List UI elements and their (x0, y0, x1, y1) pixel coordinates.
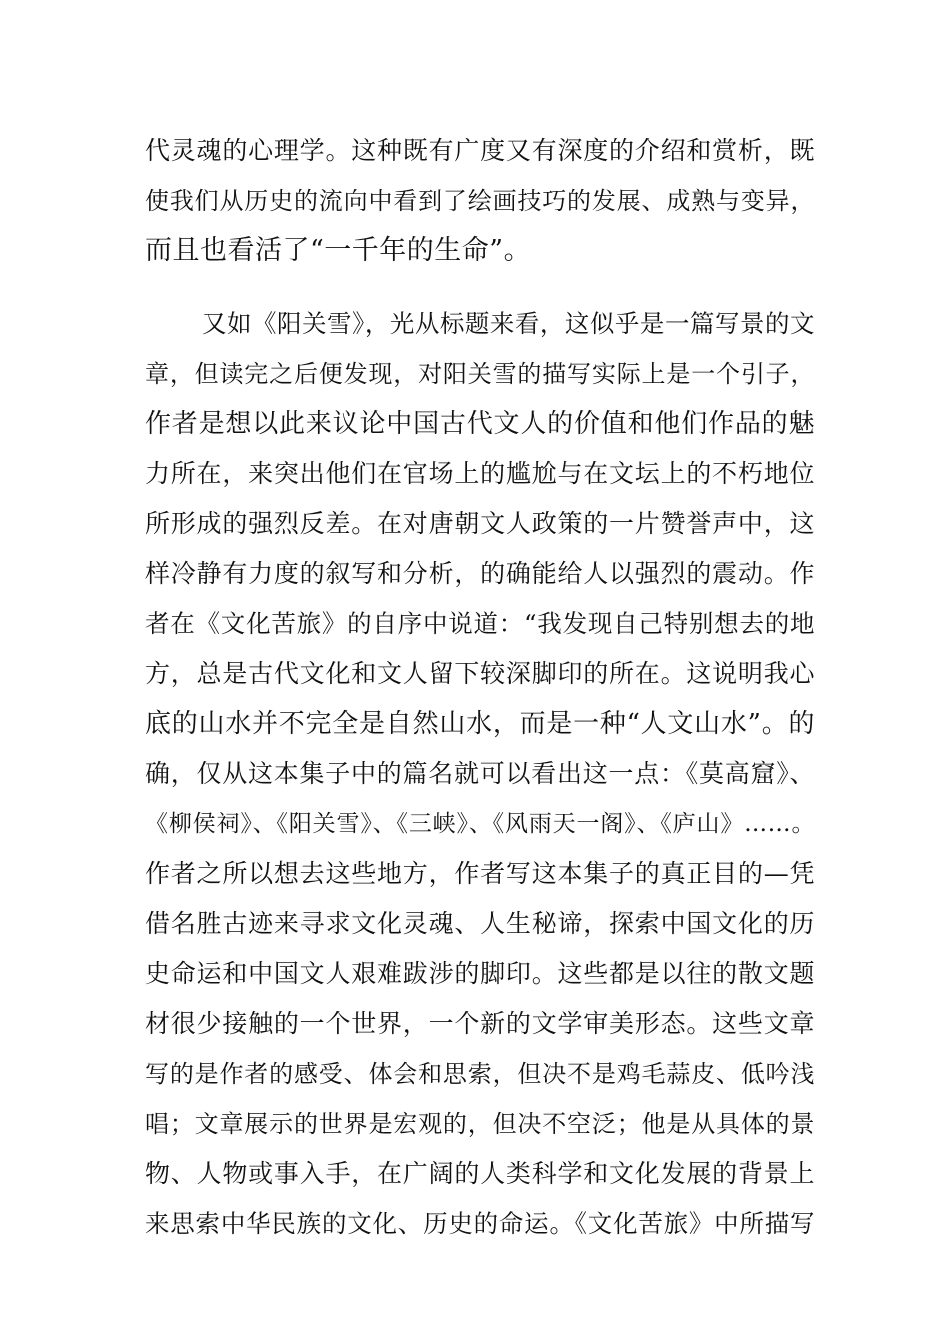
text-line: 方，总是古代文化和文人留下较深脚印的所在。这说明我心 (145, 659, 815, 688)
text-line: 所形成的强烈反差。在对唐朝文人政策的一片赞誉声中，这 (145, 509, 815, 538)
paragraph-1 (145, 126, 815, 276)
text-line: 唱；文章展示的世界是宏观的，但决不空泛；他是从具体的景 (145, 1110, 815, 1138)
text-line: 史命运和中国文人艰难跋涉的脚印。这些都是以往的散文题 (145, 959, 815, 988)
text-line: 者在《文化苦旅》的自序中说道：“我发现自己特别想去的地 (145, 609, 815, 638)
paragraph-2 (145, 299, 815, 1249)
text-line: 代灵魂的心理学。这种既有广度又有深度的介绍和赏析，既 (145, 136, 815, 165)
text-line: 使我们从历史的流向中看到了绘画技巧的发展、成熟与变异， (145, 187, 815, 215)
text-line: 作者是想以此来议论中国古代文人的价值和他们作品的魅 (145, 409, 815, 439)
text-line: 来思索中华民族的文化、历史的命运。《文化苦旅》中所描写 (145, 1209, 815, 1238)
text-line: 章，但读完之后便发现，对阳关雪的描写实际上是一个引子， (145, 360, 815, 388)
text-line: 作者之所以想去这些地方，作者写这本集子的真正目的—凭 (145, 859, 815, 888)
text-line: 《柳侯祠》、《阳关雪》、《三峡》、《风雨天一阁》、《庐山》……。 (145, 811, 815, 837)
paragraph-spacer (145, 276, 815, 299)
text-line: 物、人物或事入手，在广阔的人类科学和文化发展的背景上 (145, 1159, 815, 1188)
text-line: 样冷静有力度的叙写和分析，的确能给人以强烈的震动。作 (145, 559, 815, 588)
text-line: 确，仅从这本集子中的篇名就可以看出这一点：《莫高窟》、 (145, 759, 815, 788)
text-line: 借名胜古迹来寻求文化灵魂、人生秘谛，探索中国文化的历 (145, 909, 815, 938)
text-line: 力所在，来突出他们在官场上的尴尬与在文坛上的不朽地位 (145, 459, 815, 488)
text-line: 又如《阳关雪》，光从标题来看，这似乎是一篇写景的文 (202, 309, 815, 338)
text-line: 写的是作者的感受、体会和思索，但决不是鸡毛蒜皮、低吟浅 (145, 1060, 815, 1088)
text-line: 而且也看活了“一千年的生命”。 (145, 235, 532, 266)
body-text (145, 126, 815, 1249)
text-line: 底的山水并不完全是自然山水，而是一种“人文山水”。的 (145, 709, 815, 739)
text-line: 材很少接触的一个世界，一个新的文学审美形态。这些文章 (145, 1009, 815, 1038)
